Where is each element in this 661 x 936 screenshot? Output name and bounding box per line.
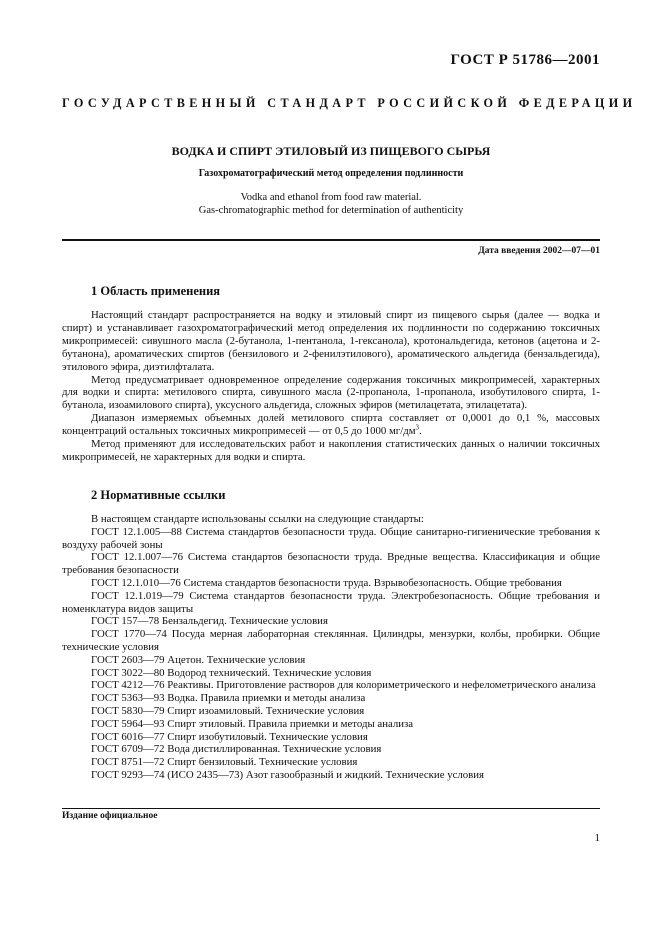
normative-references-list [62, 513, 600, 782]
gost-number: ГОСТ Р 51786—2001 [450, 52, 600, 68]
reference-item: ГОСТ 6709—72 Вода дистиллированная. Технические условия [91, 743, 382, 756]
reference-item: ГОСТ 2603—79 Ацетон. Технические условия [91, 653, 306, 666]
reference-item: ГОСТ 5363—93 Водка. Правила приемки и методы анализа [91, 692, 366, 705]
reference-item: ГОСТ 1770—74 Посуда мерная лабораторная стеклянная. Цилиндры, мензурки, колбы, пробирки. Общие технические условия [62, 628, 600, 653]
document-title: ВОДКА И СПИРТ ЭТИЛОВЫЙ ИЗ ПИЩЕВОГО СЫРЬЯ [171, 144, 491, 158]
english-title-line2: Gas-chromatographic method for determination of authenticity [198, 205, 464, 216]
reference-item: ГОСТ 12.1.010—76 Система стандартов безопасности труда. Взрывобезопасность. Общие требования [91, 576, 562, 589]
state-standard-banner: ГОСУДАРСТВЕННЫЙ СТАНДАРТ РОССИЙСКОЙ ФЕДЕРАЦИИ [62, 96, 637, 110]
reference-item: ГОСТ 157—78 Бензальдегид. Технические условия [91, 615, 328, 628]
reference-item: ГОСТ 3022—80 Водород технический. Технические условия [91, 666, 372, 679]
reference-item: ГОСТ 5964—93 Спирт этиловый. Правила приемки и методы анализа [91, 717, 414, 730]
reference-item: ГОСТ 8751—72 Спирт бензиловый. Технические условия [91, 756, 358, 769]
section-1-body [62, 309, 600, 464]
page-number: 1 [594, 832, 600, 844]
reference-item: ГОСТ 12.1.019—79 Система стандартов безопасности труда. Электробезопасность. Общие требования и номенклатура видов защиты [62, 589, 600, 615]
reference-item: ГОСТ 9293—74 (ИСО 2435—73) Азот газообразный и жидкий. Технические условия [91, 768, 485, 781]
range-text: Диапазон измеряемых объемных долей метилового спирта составляет от 0,0001 до 0,1 %, массовых концентраций остальных токсичных микропримесей — от 0,5 до 1000 мг/дм [62, 412, 600, 438]
reference-intro: В настоящем стандарте использованы ссылки на следующие стандарты: [91, 513, 424, 525]
reference-item: ГОСТ 5830—79 Спирт изоамиловый. Технические условия [91, 704, 365, 717]
section-1-paragraph-4: Метод применяют для исследовательских работ и накопления статистических данных о наличии токсичных микропримесей, не характерных для водки и спирта. [62, 438, 600, 463]
footer-divider [62, 808, 600, 809]
english-title [62, 191, 600, 217]
reference-item: ГОСТ 4212—76 Реактивы. Приготовление растворов для колориметрического и нефелометрического анализа [91, 679, 596, 692]
english-title-line1: Vodka and ethanol from food raw material. [240, 192, 422, 203]
unit-superscript: 3 [415, 423, 420, 432]
introduction-date: Дата введения 2002—07—01 [478, 246, 600, 256]
section-1-paragraph-1: Настоящий стандарт распространяется на водку и этиловый спирт из пищевого сырья (далее — водка и спирт) и устанавливает газохроматографический метод определения их подлинности по содержанию токсичных микропримесей: сивушного масла (2-бутанола, 1-пентанола, 1-гексанола), кротональдегида, кетонов (ацетона и 2-бутанона), ароматических спиртов (бензилового и 2-фенилэтилового), ароматического альдегида (бензальдегида), этилового эфира, диэтилфталата. [62, 309, 600, 373]
section-1-paragraph-2: Метод предусматривает одновременное определение содержания токсичных микропримесей, характерных для водки и спирта: метилового спирта, сивушного масла (2-пропанола, 1-пропанола, изобутилового спирта, 1-бутанола, изоамилового спирта), уксусного альдегида, сложных эфиров (метилацетата, этилацетата). [62, 373, 600, 412]
section-1-heading: 1 Область применения [91, 284, 221, 298]
document-subtitle: Газохроматографический метод определения подлинности [198, 168, 464, 179]
reference-item: ГОСТ 6016—77 Спирт изобутиловый. Технические условия [91, 730, 368, 743]
section-2-heading: 2 Нормативные ссылки [91, 488, 226, 502]
section-1-paragraph-3 [62, 412, 600, 438]
title-divider [62, 239, 600, 241]
reference-item: ГОСТ 12.1.005—88 Система стандартов безопасности труда. Общие санитарно-гигиенические требования к воздуху рабочей зоны [62, 525, 600, 551]
reference-item: ГОСТ 12.1.007—76 Система стандартов безопасности труда. Вредные вещества. Классификация и общие требования безопасности [62, 551, 600, 577]
range-text-end: . [419, 425, 422, 438]
official-edition-label: Издание официальное [62, 811, 158, 821]
